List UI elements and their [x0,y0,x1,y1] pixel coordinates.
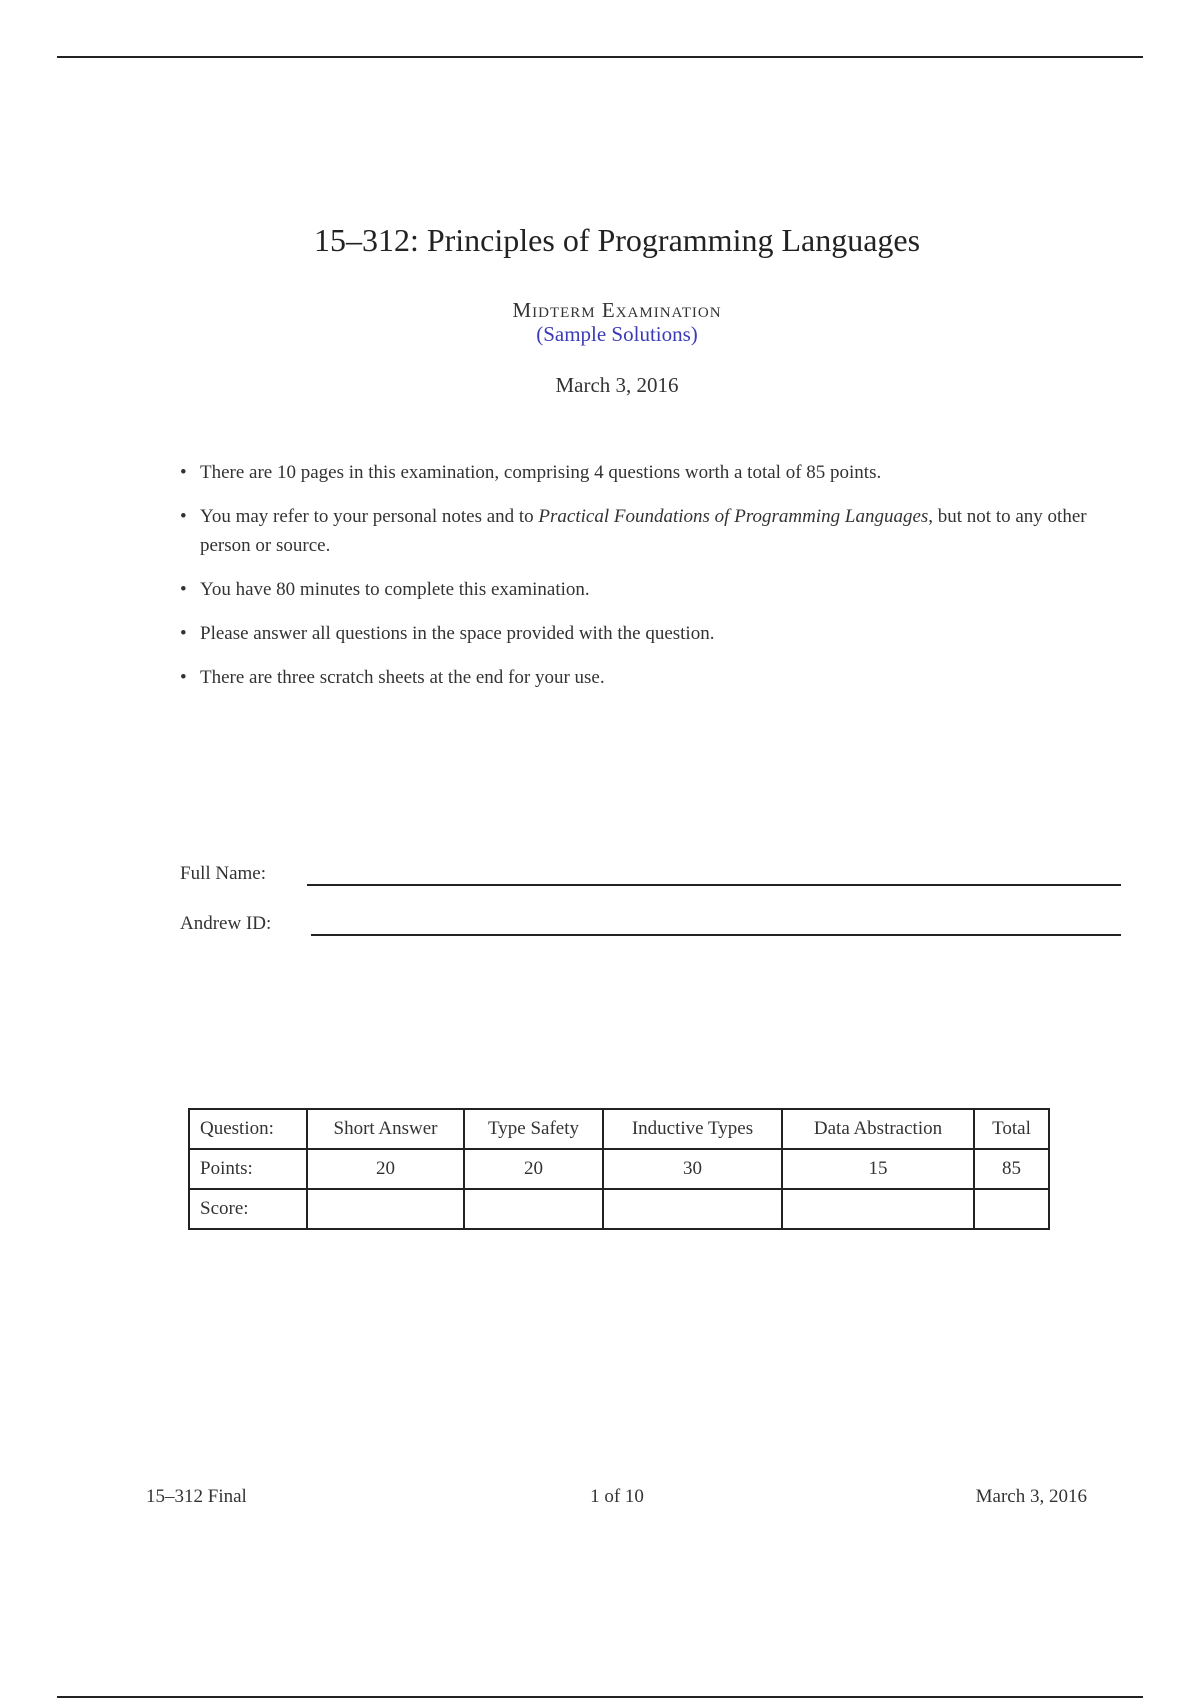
footer-course: 15–312 Final [146,1486,247,1507]
instruction-item [176,663,1106,692]
instruction-text: There are three scratch sheets at the end for your use. [200,667,605,688]
score-cell[interactable] [464,1189,603,1229]
table-row-score [189,1189,1049,1229]
full-name-label: Full Name: [180,863,267,884]
instruction-text: You have 80 minutes to complete this examination. [200,579,590,600]
row-label: Points: [189,1149,307,1189]
table-row-points [189,1149,1049,1189]
points-cell: 30 [603,1149,782,1189]
points-cell: 15 [782,1149,974,1189]
solutions-label: (Sample Solutions) [536,322,698,346]
column-header: Short Answer [307,1109,464,1149]
top-rule [57,56,1143,58]
bullet-icon: • [180,506,187,527]
instruction-text: There are 10 pages in this examination, comprising 4 questions worth a total of 85 points. [200,462,882,483]
instruction-item [176,619,1106,648]
andrew-id-field[interactable] [311,934,1121,936]
row-label: Question: [189,1109,307,1149]
score-cell[interactable] [974,1189,1049,1229]
instruction-text-after: , but not to any other person or source. [200,506,1087,556]
points-cell: 20 [464,1149,603,1189]
row-label: Score: [189,1189,307,1229]
instructions-list [176,458,1106,707]
instruction-item [176,502,1106,560]
instruction-item [176,458,1106,487]
bullet-icon: • [180,667,187,688]
footer-date: March 3, 2016 [975,1486,1087,1507]
score-cell[interactable] [782,1189,974,1229]
exam-title: 15–312: Principles of Programming Languages [313,222,921,258]
footer-page-number: 1 of 10 [590,1486,644,1507]
bullet-icon: • [180,623,187,644]
bullet-icon: • [180,579,187,600]
column-header: Inductive Types [603,1109,782,1149]
instruction-item [176,575,1106,604]
instruction-text: Please answer all questions in the space provided with the question. [200,623,715,644]
column-header: Data Abstraction [782,1109,974,1149]
score-cell[interactable] [603,1189,782,1229]
column-header: Total [974,1109,1049,1149]
points-cell: 85 [974,1149,1049,1189]
book-title: Practical Foundations of Programming Languages [538,506,929,527]
exam-date: March 3, 2016 [555,373,679,397]
score-cell[interactable] [307,1189,464,1229]
score-table [188,1108,1050,1230]
bullet-icon: • [180,462,187,483]
points-cell: 20 [307,1149,464,1189]
bottom-rule [57,1696,1143,1698]
andrew-id-label: Andrew ID: [180,913,272,934]
exam-subtitle: Midterm Examination [512,298,722,322]
full-name-field[interactable] [307,884,1121,886]
column-header: Type Safety [464,1109,603,1149]
table-row-questions [189,1109,1049,1149]
instruction-text-before: You may refer to your personal notes and to [200,506,539,527]
